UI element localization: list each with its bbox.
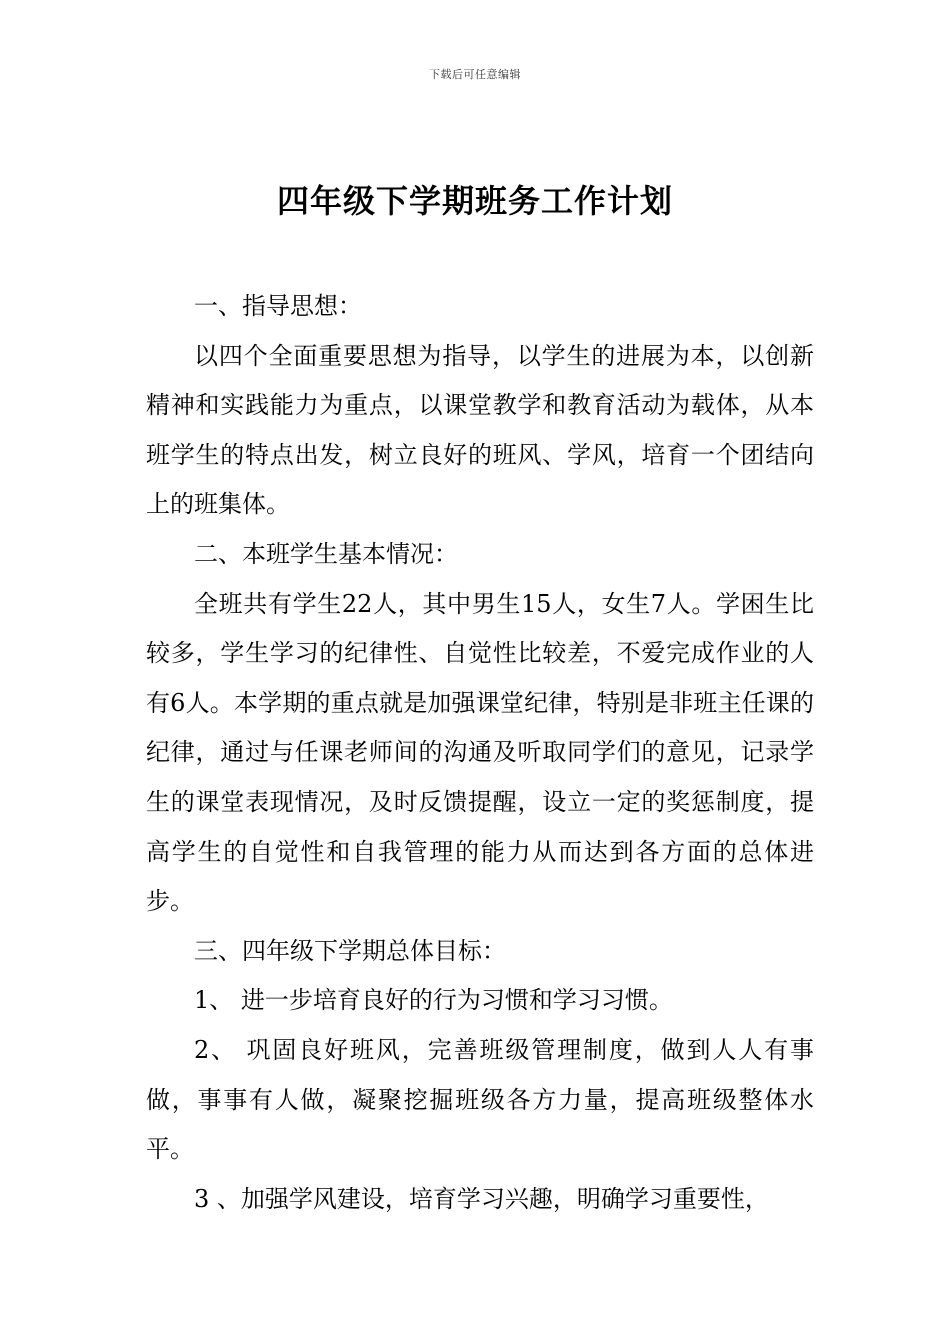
header-note: 下载后可任意编辑 <box>429 68 521 81</box>
section-heading-overall-goals: 三、四年级下学期总体目标： <box>194 936 506 965</box>
goal-item-1: 1、 进一步培育良好的行为习惯和学习习惯。 <box>194 986 673 1015</box>
goal-item-3: 3 、加强学风建设，培育学习兴趣，明确学习重要性， <box>194 1184 769 1213</box>
paragraph-class-situation: 全班共有学生22人，其中男生15人，女生7人。学困生比较多，学生学习的纪律性、自觉性比较差，不爱完成作业的人有6人。本学期的重点就是加强课堂纪律，特别是非班主任课的纪律，通过与任课老师间的沟通及听取同学们的意见，记录学生的课堂表现情况，及时反馈提醒，设立一定的奖惩制度，提高学生的自觉性和自我管理的能力从而达到各方面的总体进步。 <box>146 589 814 916</box>
section-heading-guiding-ideology: 一、指导思想： <box>194 292 362 320</box>
section-heading-class-situation: 二、本班学生基本情况： <box>194 539 458 568</box>
document-title: 四年级下学期班务工作计划 <box>276 182 673 220</box>
paragraph-guiding-ideology: 以四个全面重要思想为指导，以学生的进展为本，以创新精神和实践能力为重点，以课堂教学和教育活动为载体，从本班学生的特点出发，树立良好的班风、学风，培育一个团结向上的班集体。 <box>146 341 814 519</box>
document-body <box>146 282 814 1224</box>
goal-item-2: 2、 巩固良好班风，完善班级管理制度，做到人人有事做，事事有人做，凝聚挖掘班级各方力量，提高班级整体水平。 <box>146 1035 814 1164</box>
